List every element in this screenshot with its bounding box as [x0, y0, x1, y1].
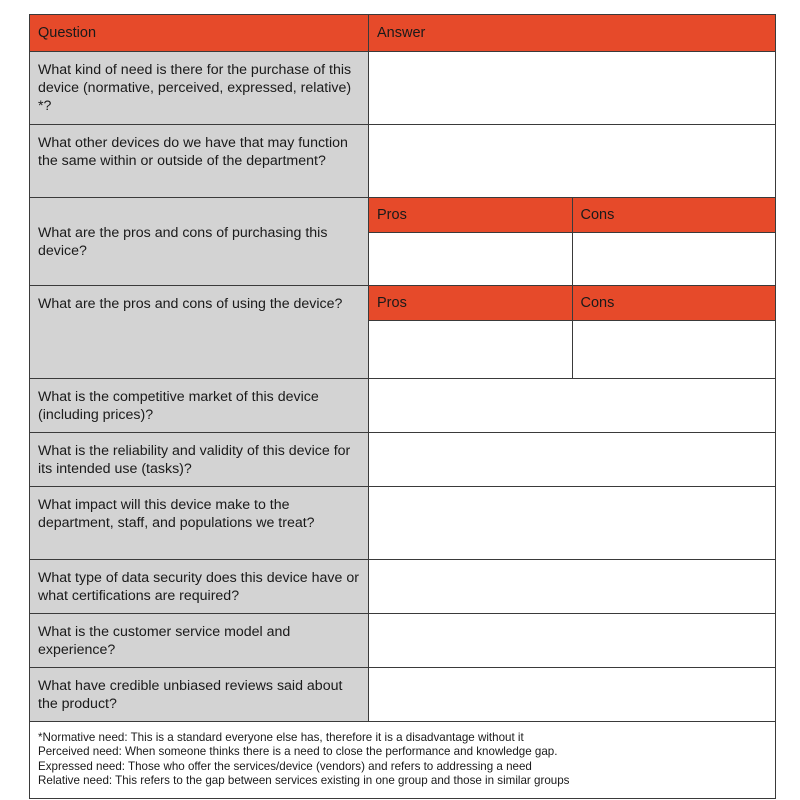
pros-cons-body [369, 321, 775, 379]
question-cell: What is the reliability and validity of this device for its intended use (tasks)? [30, 433, 369, 487]
footnote [29, 722, 776, 799]
answer-header: Answer [369, 15, 776, 52]
table-header-row [30, 15, 776, 52]
table-row [30, 560, 776, 614]
table-row [30, 668, 776, 722]
answer-cell[interactable] [369, 668, 776, 722]
question-cell: What type of data security does this device have or what certifications are required? [30, 560, 369, 614]
answer-cell[interactable] [369, 487, 776, 560]
pros-answer-cell[interactable] [369, 233, 572, 286]
pros-cons-table [369, 198, 775, 285]
question-cell: What other devices do we have that may function the same within or outside of the department? [30, 125, 369, 198]
answer-cell[interactable] [369, 379, 776, 433]
question-cell: What is the competitive market of this device (including prices)? [30, 379, 369, 433]
question-cell: What is the customer service model and experience? [30, 614, 369, 668]
pros-cons-header [369, 286, 775, 321]
pros-cons-header [369, 198, 775, 233]
footnote-perceived: Perceived need: When someone thinks there is a need to close the performance and knowledge gap. [38, 745, 558, 759]
answer-cell[interactable] [369, 52, 776, 125]
table-row [30, 198, 776, 286]
table-row [30, 52, 776, 125]
table-row [30, 286, 776, 379]
pros-cons-answer [369, 286, 776, 379]
question-cell: What are the pros and cons of using the device? [30, 286, 369, 379]
answer-cell[interactable] [369, 433, 776, 487]
cons-answer-cell[interactable] [572, 321, 775, 379]
pros-cons-table [369, 286, 775, 378]
footnote-expressed: Expressed need: Those who offer the services/device (vendors) and refers to addressing a need [38, 759, 532, 773]
question-cell: What are the pros and cons of purchasing this device? [30, 198, 369, 286]
needs-assessment-form [29, 14, 776, 799]
table-row [30, 614, 776, 668]
answer-cell[interactable] [369, 614, 776, 668]
question-header: Question [30, 15, 369, 52]
question-cell: What kind of need is there for the purchase of this device (normative, perceived, expressed, relative) *? [30, 52, 369, 125]
footnote-relative: Relative need: This refers to the gap between services existing in one group and those in similar groups [38, 773, 570, 787]
cons-header: Cons [572, 286, 775, 321]
pros-cons-body [369, 233, 775, 286]
pros-header: Pros [369, 286, 572, 321]
table-row [30, 433, 776, 487]
question-cell: What impact will this device make to the department, staff, and populations we treat? [30, 487, 369, 560]
table-row [30, 487, 776, 560]
answer-cell[interactable] [369, 560, 776, 614]
table-row [30, 125, 776, 198]
questions-table [29, 14, 776, 722]
pros-header: Pros [369, 198, 572, 233]
cons-header: Cons [572, 198, 775, 233]
question-cell: What have credible unbiased reviews said about the product? [30, 668, 369, 722]
answer-cell[interactable] [369, 125, 776, 198]
cons-answer-cell[interactable] [572, 233, 775, 286]
table-row [30, 379, 776, 433]
pros-answer-cell[interactable] [369, 321, 572, 379]
footnote-normative: *Normative need: This is a standard everyone else has, therefore it is a disadvantage without it [38, 731, 524, 744]
pros-cons-answer [369, 198, 776, 286]
